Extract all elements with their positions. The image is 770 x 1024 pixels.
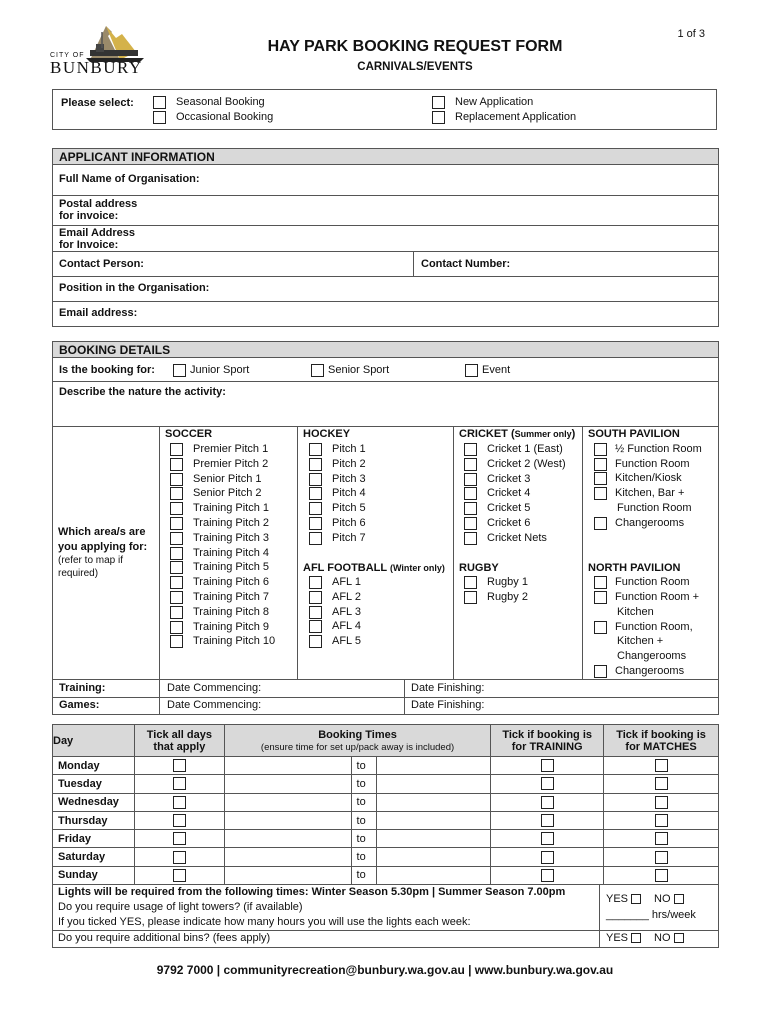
org-name-field[interactable]: Full Name of Organisation: xyxy=(52,165,719,196)
day-tick-checkbox[interactable] xyxy=(134,793,224,811)
day-tick-checkbox[interactable] xyxy=(134,866,224,884)
areas-divider-4 xyxy=(582,427,583,680)
to-label: to xyxy=(351,757,376,775)
afl-item-5-checkbox[interactable]: AFL 5 xyxy=(309,634,361,649)
areas-label: Which area/s are you applying for: xyxy=(58,526,148,553)
soccer-item-9-checkbox[interactable]: Training Pitch 5 xyxy=(170,560,269,575)
col-tick-days: Tick all days that apply xyxy=(134,725,224,757)
games-date-finishing[interactable]: Date Finishing: xyxy=(411,699,485,711)
seasonal-booking-checkbox[interactable]: Seasonal Booking xyxy=(153,95,265,110)
towers-question: Do you require usage of light towers? (if available) xyxy=(58,901,303,913)
col-day: Day xyxy=(53,725,135,757)
day-tick-checkbox[interactable] xyxy=(134,775,224,793)
areas-divider-3 xyxy=(453,427,454,680)
soccer-item-10-checkbox[interactable]: Training Pitch 6 xyxy=(170,575,269,590)
bins-question: Do you require additional bins? (fees apply) xyxy=(58,932,271,944)
towers-yes[interactable]: YES xyxy=(606,893,641,905)
start-time-field[interactable] xyxy=(224,830,351,848)
matches-tick-checkbox[interactable] xyxy=(604,775,719,793)
rugby-item-2-checkbox[interactable]: Rugby 2 xyxy=(464,590,528,605)
schedule-row xyxy=(53,811,719,829)
hockey-item-5-checkbox[interactable]: Pitch 5 xyxy=(309,501,366,516)
cricket-item-5-checkbox[interactable]: Cricket 5 xyxy=(464,501,530,516)
start-time-field[interactable] xyxy=(224,793,351,811)
training-tick-checkbox[interactable] xyxy=(491,775,604,793)
cricket-heading: CRICKET (Summer only) xyxy=(459,428,576,440)
to-label: to xyxy=(351,866,376,884)
matches-tick-checkbox[interactable] xyxy=(604,830,719,848)
contact-person-field[interactable]: Contact Person: xyxy=(52,252,414,277)
hockey-item-6-checkbox[interactable]: Pitch 6 xyxy=(309,516,366,531)
junior-sport-checkbox[interactable]: Junior Sport xyxy=(173,363,249,378)
end-time-field[interactable] xyxy=(376,866,491,884)
matches-tick-checkbox[interactable] xyxy=(604,793,719,811)
soccer-item-6-checkbox[interactable]: Training Pitch 2 xyxy=(170,516,269,531)
schedule-row xyxy=(53,848,719,866)
footer-contact: 9792 7000 | communityrecreation@bunbury.wa.gov.au | www.bunbury.wa.gov.au xyxy=(156,963,614,977)
lights-line: Lights will be required from the following times: Winter Season 5.30pm | Summer Season 7.00pm xyxy=(58,886,566,898)
games-date-commencing[interactable]: Date Commencing: xyxy=(167,699,262,711)
training-tick-checkbox[interactable] xyxy=(491,811,604,829)
start-time-field[interactable] xyxy=(224,848,351,866)
logo-name: BUNBURY xyxy=(50,58,143,77)
south-kitchen-bar-cont: Function Room xyxy=(617,502,692,514)
end-time-field[interactable] xyxy=(376,848,491,866)
north-function-kitchen-changerooms-checkbox[interactable]: Function Room, xyxy=(594,620,693,635)
cricket-item-3-checkbox[interactable]: Cricket 3 xyxy=(464,472,530,487)
matches-tick-checkbox[interactable] xyxy=(604,811,719,829)
col-matches: Tick if booking is for MATCHES xyxy=(604,725,719,757)
hockey-item-1-checkbox[interactable]: Pitch 1 xyxy=(309,442,366,457)
soccer-item-8-checkbox[interactable]: Training Pitch 4 xyxy=(170,546,269,561)
to-label: to xyxy=(351,848,376,866)
towers-no[interactable]: NO xyxy=(654,893,684,905)
hours-question: If you ticked YES, please indicate how many hours you will use the lights each week: xyxy=(58,916,471,928)
position-field[interactable]: Position in the Organisation: xyxy=(52,277,719,302)
north-function-kitchen-checkbox[interactable]: Function Room + xyxy=(594,590,699,605)
replacement-application-checkbox[interactable]: Replacement Application xyxy=(432,110,576,125)
senior-sport-checkbox[interactable]: Senior Sport xyxy=(311,363,389,378)
soccer-item-12-checkbox[interactable]: Training Pitch 8 xyxy=(170,605,269,620)
training-tick-checkbox[interactable] xyxy=(491,848,604,866)
rugby-item-1-checkbox[interactable]: Rugby 1 xyxy=(464,575,528,590)
soccer-item-2-checkbox[interactable]: Premier Pitch 2 xyxy=(170,457,268,472)
training-row: Training: xyxy=(52,680,719,698)
north-function-room-checkbox[interactable]: Function Room xyxy=(594,575,690,590)
day-label: Sunday xyxy=(53,866,135,884)
contact-number-field[interactable]: Contact Number: xyxy=(414,252,719,277)
south-kitchen-kiosk-checkbox[interactable]: Kitchen/Kiosk xyxy=(594,471,682,486)
day-label: Saturday xyxy=(53,848,135,866)
hockey-item-3-checkbox[interactable]: Pitch 3 xyxy=(309,472,366,487)
hockey-item-7-checkbox[interactable]: Pitch 7 xyxy=(309,531,366,546)
bins-no[interactable]: NO xyxy=(654,932,684,944)
afl-item-1-checkbox[interactable]: AFL 1 xyxy=(309,575,361,590)
email-field[interactable]: Email address: xyxy=(52,302,719,327)
south-function-room-checkbox[interactable]: Function Room xyxy=(594,457,690,472)
matches-tick-checkbox[interactable] xyxy=(604,757,719,775)
south-pavilion-heading: SOUTH PAVILION xyxy=(588,428,680,440)
soccer-item-1-checkbox[interactable]: Premier Pitch 1 xyxy=(170,442,268,457)
end-time-field[interactable] xyxy=(376,830,491,848)
cricket-item-1-checkbox[interactable]: Cricket 1 (East) xyxy=(464,442,563,457)
select-label: Please select: xyxy=(61,97,134,109)
areas-divider-1 xyxy=(159,427,160,715)
page-title: HAY PARK BOOKING REQUEST FORM xyxy=(267,38,563,55)
col-booking-times: Booking Times (ensure time for set up/pack away is included) xyxy=(224,725,490,757)
training-date-commencing[interactable]: Date Commencing: xyxy=(167,682,262,694)
day-label: Wednesday xyxy=(53,793,135,811)
end-time-field[interactable] xyxy=(376,793,491,811)
date-divider xyxy=(404,680,405,715)
matches-tick-checkbox[interactable] xyxy=(604,848,719,866)
training-tick-checkbox[interactable] xyxy=(491,757,604,775)
north-pavilion-heading: NORTH PAVILION xyxy=(588,562,681,574)
to-label: to xyxy=(351,793,376,811)
to-label: to xyxy=(351,775,376,793)
end-time-field[interactable] xyxy=(376,757,491,775)
schedule-row xyxy=(53,757,719,775)
start-time-field[interactable] xyxy=(224,811,351,829)
afl-item-4-checkbox[interactable]: AFL 4 xyxy=(309,619,361,634)
day-tick-checkbox[interactable] xyxy=(134,848,224,866)
invoice-email-field[interactable]: Email Address for Invoice: xyxy=(52,226,719,252)
end-time-field[interactable] xyxy=(376,775,491,793)
start-time-field[interactable] xyxy=(224,757,351,775)
games-row: Games: xyxy=(52,697,719,715)
afl-item-3-checkbox[interactable]: AFL 3 xyxy=(309,605,361,620)
bins-yes[interactable]: YES xyxy=(606,932,641,944)
day-tick-checkbox[interactable] xyxy=(134,757,224,775)
soccer-item-11-checkbox[interactable]: Training Pitch 7 xyxy=(170,590,269,605)
rugby-heading: RUGBY xyxy=(459,562,499,574)
soccer-item-3-checkbox[interactable]: Senior Pitch 1 xyxy=(170,472,261,487)
schedule-row xyxy=(53,775,719,793)
south-kitchen-bar-checkbox[interactable]: Kitchen, Bar + xyxy=(594,486,684,501)
soccer-item-7-checkbox[interactable]: Training Pitch 3 xyxy=(170,531,269,546)
training-tick-checkbox[interactable] xyxy=(491,866,604,884)
start-time-field[interactable] xyxy=(224,866,351,884)
applicant-heading: APPLICANT INFORMATION xyxy=(52,148,719,165)
schedule-row xyxy=(53,866,719,884)
soccer-item-4-checkbox[interactable]: Senior Pitch 2 xyxy=(170,486,261,501)
soccer-item-14-checkbox[interactable]: Training Pitch 10 xyxy=(170,634,275,649)
event-checkbox[interactable]: Event xyxy=(465,363,510,378)
south-changerooms-checkbox[interactable]: Changerooms xyxy=(594,516,684,531)
schedule-row xyxy=(53,793,719,811)
day-label: Thursday xyxy=(53,811,135,829)
matches-tick-checkbox[interactable] xyxy=(604,866,719,884)
afl-heading: AFL FOOTBALL (Winter only) xyxy=(303,562,445,574)
postal-address-field[interactable]: Postal address for invoice: xyxy=(52,196,719,226)
soccer-item-13-checkbox[interactable]: Training Pitch 9 xyxy=(170,620,269,635)
day-label: Monday xyxy=(53,757,135,775)
areas-divider-2 xyxy=(297,427,298,680)
north-function-kitchen-cont: Kitchen xyxy=(617,606,654,618)
booking-type-row: Is the booking for: xyxy=(52,358,719,382)
new-application-checkbox[interactable]: New Application xyxy=(432,95,533,110)
hockey-heading: HOCKEY xyxy=(303,428,351,440)
start-time-field[interactable] xyxy=(224,775,351,793)
end-time-field[interactable] xyxy=(376,811,491,829)
cricket-item-6-checkbox[interactable]: Cricket 6 xyxy=(464,516,530,531)
hours-per-week[interactable]: _______ hrs/week xyxy=(606,909,696,921)
training-tick-checkbox[interactable] xyxy=(491,830,604,848)
training-date-finishing[interactable]: Date Finishing: xyxy=(411,682,485,694)
cricket-item-4-checkbox[interactable]: Cricket 4 xyxy=(464,486,530,501)
to-label: to xyxy=(351,811,376,829)
page-number: 1 of 3 xyxy=(677,28,705,40)
south-half-function-room-checkbox[interactable]: ½ Function Room xyxy=(594,442,702,457)
occasional-booking-checkbox[interactable]: Occasional Booking xyxy=(153,110,273,125)
day-label: Friday xyxy=(53,830,135,848)
day-label: Tuesday xyxy=(53,775,135,793)
north-changerooms-checkbox[interactable]: Changerooms xyxy=(594,664,684,679)
areas-note: (refer to map if required) xyxy=(58,555,124,579)
soccer-heading: SOCCER xyxy=(165,428,213,440)
afl-item-2-checkbox[interactable]: AFL 2 xyxy=(309,590,361,605)
schedule-table xyxy=(52,724,719,885)
hockey-item-4-checkbox[interactable]: Pitch 4 xyxy=(309,486,366,501)
cricket-item-7-checkbox[interactable]: Cricket Nets xyxy=(464,531,547,546)
north-fkc-cont-2: Changerooms xyxy=(617,650,687,662)
day-tick-checkbox[interactable] xyxy=(134,830,224,848)
day-tick-checkbox[interactable] xyxy=(134,811,224,829)
page-subtitle: CARNIVALS/EVENTS xyxy=(357,61,473,73)
hockey-item-2-checkbox[interactable]: Pitch 2 xyxy=(309,457,366,472)
booking-heading: BOOKING DETAILS xyxy=(52,341,719,358)
cricket-item-2-checkbox[interactable]: Cricket 2 (West) xyxy=(464,457,566,472)
logo-top-text: CITY OF xyxy=(50,52,85,59)
north-fkc-cont-1: Kitchen + xyxy=(617,635,664,647)
col-training: Tick if booking is for TRAINING xyxy=(491,725,604,757)
schedule-row xyxy=(53,830,719,848)
to-label: to xyxy=(351,830,376,848)
soccer-item-5-checkbox[interactable]: Training Pitch 1 xyxy=(170,501,269,516)
select-box xyxy=(52,89,717,130)
training-tick-checkbox[interactable] xyxy=(491,793,604,811)
activity-description-field[interactable]: Describe the nature the activity: xyxy=(52,382,719,427)
